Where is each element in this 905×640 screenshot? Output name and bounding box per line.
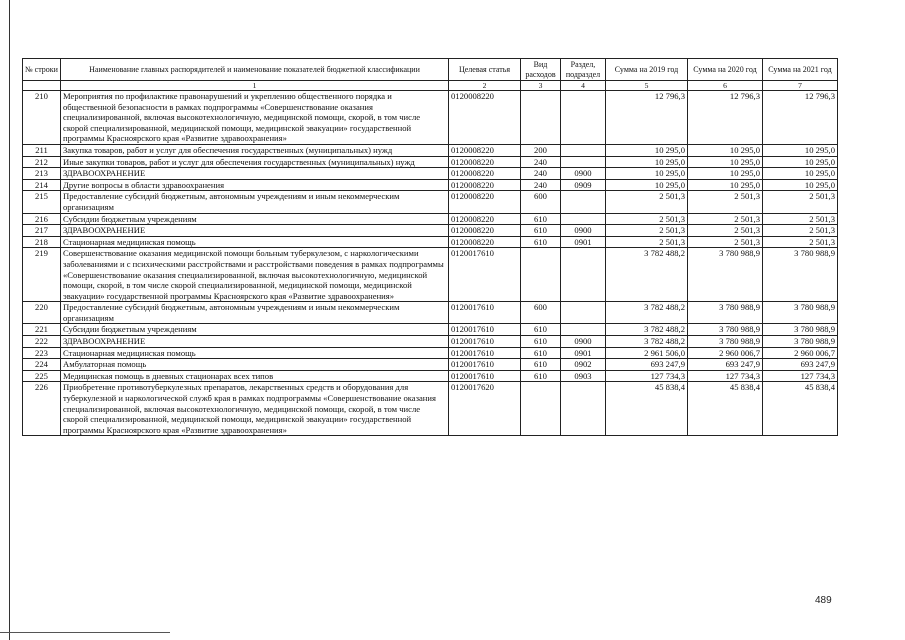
row-sum-2019: 10 295,0	[606, 144, 688, 156]
header-target: Целевая статья	[449, 59, 521, 81]
header-no: № строки	[23, 59, 61, 81]
row-sum-2019: 3 782 488,2	[606, 324, 688, 336]
row-expense-type: 240	[521, 156, 561, 168]
table-row	[23, 324, 838, 336]
row-sum-2019: 3 782 488,2	[606, 302, 688, 324]
row-target-article: 0120017610	[449, 324, 521, 336]
row-expense-type: 600	[521, 302, 561, 324]
row-sum-2020: 2 501,3	[688, 191, 763, 213]
row-name: Иные закупки товаров, работ и услуг для обеспечения государственных (муниципальных) нужд	[61, 156, 449, 168]
row-sum-2020: 2 501,3	[688, 236, 763, 248]
row-number: 222	[23, 336, 61, 348]
row-section	[561, 302, 606, 324]
row-sum-2021: 10 295,0	[763, 168, 838, 180]
row-target-article: 0120008220	[449, 213, 521, 225]
row-sum-2021: 2 501,3	[763, 236, 838, 248]
row-sum-2020: 12 796,3	[688, 91, 763, 145]
row-sum-2021: 3 780 988,9	[763, 248, 838, 302]
row-sum-2020: 3 780 988,9	[688, 302, 763, 324]
row-sum-2019: 2 501,3	[606, 213, 688, 225]
row-expense-type: 610	[521, 359, 561, 371]
row-expense-type: 610	[521, 236, 561, 248]
row-target-article: 0120017610	[449, 302, 521, 324]
row-expense-type: 610	[521, 213, 561, 225]
row-sum-2019: 10 295,0	[606, 156, 688, 168]
row-expense-type: 610	[521, 347, 561, 359]
row-name: Другие вопросы в области здравоохранения	[61, 179, 449, 191]
column-number: 1	[61, 81, 449, 91]
header-2020: Сумма на 2020 год	[688, 59, 763, 81]
column-number	[23, 81, 61, 91]
row-target-article: 0120008220	[449, 144, 521, 156]
row-expense-type	[521, 248, 561, 302]
row-sum-2021: 12 796,3	[763, 91, 838, 145]
row-number: 216	[23, 213, 61, 225]
column-number: 2	[449, 81, 521, 91]
row-section: 0901	[561, 236, 606, 248]
row-number: 210	[23, 91, 61, 145]
header-section: Раздел, подраздел	[561, 59, 606, 81]
row-number: 223	[23, 347, 61, 359]
table-row	[23, 179, 838, 191]
table-row	[23, 370, 838, 382]
row-sum-2020: 10 295,0	[688, 168, 763, 180]
row-section: 0900	[561, 168, 606, 180]
row-sum-2019: 10 295,0	[606, 179, 688, 191]
table-row	[23, 191, 838, 213]
row-sum-2019: 2 501,3	[606, 225, 688, 237]
row-sum-2021: 2 501,3	[763, 225, 838, 237]
row-target-article: 0120017610	[449, 248, 521, 302]
budget-table	[22, 58, 838, 436]
row-sum-2020: 3 780 988,9	[688, 336, 763, 348]
page-number: 489	[815, 595, 832, 606]
row-name: Стационарная медицинская помощь	[61, 347, 449, 359]
row-target-article: 0120008220	[449, 179, 521, 191]
row-expense-type	[521, 382, 561, 436]
row-sum-2020: 693 247,9	[688, 359, 763, 371]
row-section	[561, 382, 606, 436]
row-expense-type: 610	[521, 324, 561, 336]
column-number: 3	[521, 81, 561, 91]
row-target-article: 0120008220	[449, 91, 521, 145]
table-row	[23, 382, 838, 436]
row-sum-2019: 12 796,3	[606, 91, 688, 145]
row-sum-2021: 10 295,0	[763, 144, 838, 156]
header-2019: Сумма на 2019 год	[606, 59, 688, 81]
row-sum-2020: 10 295,0	[688, 156, 763, 168]
row-name: Стационарная медицинская помощь	[61, 236, 449, 248]
row-section	[561, 324, 606, 336]
row-number: 219	[23, 248, 61, 302]
row-sum-2020: 10 295,0	[688, 144, 763, 156]
row-sum-2020: 2 960 006,7	[688, 347, 763, 359]
row-sum-2020: 10 295,0	[688, 179, 763, 191]
row-target-article: 0120017610	[449, 347, 521, 359]
row-name: Мероприятия по профилактике правонарушений и укреплению общественного порядка и общественной безопасности в рамках подпрограммы «Совершенствование оказания специализированной, включая высокотехнологичную, медицинской помощи, скорой, в том числе скорой специализированной, медицинской помощи, медицинской эвакуации» государственной программы Красноярского края «Развитие здравоохранения»	[61, 91, 449, 145]
row-sum-2020: 2 501,3	[688, 213, 763, 225]
row-name: Предоставление субсидий бюджетным, автономным учреждениям и иным некоммерческим организациям	[61, 191, 449, 213]
row-section	[561, 248, 606, 302]
column-number: 7	[763, 81, 838, 91]
row-section	[561, 191, 606, 213]
row-sum-2019: 693 247,9	[606, 359, 688, 371]
column-number: 4	[561, 81, 606, 91]
row-sum-2021: 45 838,4	[763, 382, 838, 436]
row-name: Медицинская помощь в дневных стационарах всех типов	[61, 370, 449, 382]
row-section	[561, 156, 606, 168]
row-name: ЗДРАВООХРАНЕНИЕ	[61, 225, 449, 237]
row-sum-2019: 3 782 488,2	[606, 248, 688, 302]
table-header	[23, 59, 838, 91]
row-section	[561, 213, 606, 225]
header-2021: Сумма на 2021 год	[763, 59, 838, 81]
table-row	[23, 248, 838, 302]
row-sum-2020: 2 501,3	[688, 225, 763, 237]
row-name: Закупка товаров, работ и услуг для обеспечения государственных (муниципальных) нужд	[61, 144, 449, 156]
row-target-article: 0120008220	[449, 168, 521, 180]
table-row	[23, 144, 838, 156]
row-number: 212	[23, 156, 61, 168]
row-number: 224	[23, 359, 61, 371]
row-number: 225	[23, 370, 61, 382]
row-target-article: 0120008220	[449, 191, 521, 213]
table-row	[23, 91, 838, 145]
header-type: Вид расходов	[521, 59, 561, 81]
row-number: 218	[23, 236, 61, 248]
row-sum-2021: 3 780 988,9	[763, 336, 838, 348]
table-row	[23, 359, 838, 371]
row-section: 0909	[561, 179, 606, 191]
table-row	[23, 347, 838, 359]
row-sum-2021: 127 734,3	[763, 370, 838, 382]
row-expense-type: 600	[521, 191, 561, 213]
row-number: 226	[23, 382, 61, 436]
row-number: 211	[23, 144, 61, 156]
row-sum-2019: 10 295,0	[606, 168, 688, 180]
row-sum-2019: 2 501,3	[606, 236, 688, 248]
row-sum-2019: 3 782 488,2	[606, 336, 688, 348]
row-section: 0900	[561, 225, 606, 237]
row-target-article: 0120017610	[449, 359, 521, 371]
row-sum-2020: 3 780 988,9	[688, 248, 763, 302]
row-target-article: 0120017610	[449, 370, 521, 382]
row-sum-2019: 45 838,4	[606, 382, 688, 436]
row-name: Предоставление субсидий бюджетным, автономным учреждениям и иным некоммерческим организациям	[61, 302, 449, 324]
row-name: Субсидии бюджетным учреждениям	[61, 213, 449, 225]
row-expense-type	[521, 91, 561, 145]
row-sum-2020: 3 780 988,9	[688, 324, 763, 336]
row-section: 0902	[561, 359, 606, 371]
row-expense-type: 610	[521, 225, 561, 237]
row-name: Совершенствование оказания медицинской помощи больным туберкулезом, с наркологическими заболеваниями и с психическими расстройствами и расстройствами поведения в рамках подпрограммы «Совершенствование оказания специализированной, включая высокотехнологичную, медицинской помощи, скорой, в том числе скорой специализированной, медицинской помощи, медицинской эвакуации» государственной программы Красноярского края «Развитие здравоохранения»	[61, 248, 449, 302]
row-name: ЗДРАВООХРАНЕНИЕ	[61, 336, 449, 348]
table-row	[23, 168, 838, 180]
row-section: 0903	[561, 370, 606, 382]
table-row	[23, 302, 838, 324]
row-number: 217	[23, 225, 61, 237]
row-number: 221	[23, 324, 61, 336]
row-name: ЗДРАВООХРАНЕНИЕ	[61, 168, 449, 180]
row-expense-type: 610	[521, 370, 561, 382]
row-sum-2020: 45 838,4	[688, 382, 763, 436]
footnote-line	[0, 632, 170, 633]
row-sum-2021: 3 780 988,9	[763, 302, 838, 324]
row-number: 215	[23, 191, 61, 213]
row-sum-2019: 2 961 506,0	[606, 347, 688, 359]
table-row	[23, 225, 838, 237]
row-section: 0900	[561, 336, 606, 348]
row-expense-type: 240	[521, 168, 561, 180]
row-section: 0901	[561, 347, 606, 359]
left-margin-line	[9, 0, 10, 640]
row-name: Амбулаторная помощь	[61, 359, 449, 371]
row-sum-2021: 10 295,0	[763, 156, 838, 168]
row-sum-2021: 2 501,3	[763, 213, 838, 225]
row-number: 213	[23, 168, 61, 180]
row-target-article: 0120017610	[449, 336, 521, 348]
row-sum-2021: 2 501,3	[763, 191, 838, 213]
table-row	[23, 156, 838, 168]
header-name: Наименование главных распорядителей и наименование показателей бюджетной классификации	[61, 59, 449, 81]
row-expense-type: 200	[521, 144, 561, 156]
table-row	[23, 236, 838, 248]
row-sum-2021: 10 295,0	[763, 179, 838, 191]
row-sum-2020: 127 734,3	[688, 370, 763, 382]
row-section	[561, 144, 606, 156]
row-number: 220	[23, 302, 61, 324]
table-row	[23, 336, 838, 348]
row-name: Приобретение противотуберкулезных препаратов, лекарственных средств и оборудования для туберкулезной и наркологической служб края в рамках подпрограммы «Совершенствование оказания специализированной, включая высокотехнологичную, медицинской помощи, скорой, в том числе скорой специализированной, медицинской помощи, медицинской эвакуации» государственной программы Красноярского края «Развитие здравоохранения»	[61, 382, 449, 436]
row-target-article: 0120017620	[449, 382, 521, 436]
row-sum-2019: 2 501,3	[606, 191, 688, 213]
row-section	[561, 91, 606, 145]
column-number: 5	[606, 81, 688, 91]
row-number: 214	[23, 179, 61, 191]
row-sum-2021: 2 960 006,7	[763, 347, 838, 359]
row-expense-type: 240	[521, 179, 561, 191]
row-expense-type: 610	[521, 336, 561, 348]
row-sum-2019: 127 734,3	[606, 370, 688, 382]
row-target-article: 0120008220	[449, 225, 521, 237]
column-number: 6	[688, 81, 763, 91]
row-target-article: 0120008220	[449, 236, 521, 248]
row-target-article: 0120008220	[449, 156, 521, 168]
row-sum-2021: 3 780 988,9	[763, 324, 838, 336]
row-sum-2021: 693 247,9	[763, 359, 838, 371]
row-name: Субсидии бюджетным учреждениям	[61, 324, 449, 336]
table-body	[23, 91, 838, 436]
table-row	[23, 213, 838, 225]
